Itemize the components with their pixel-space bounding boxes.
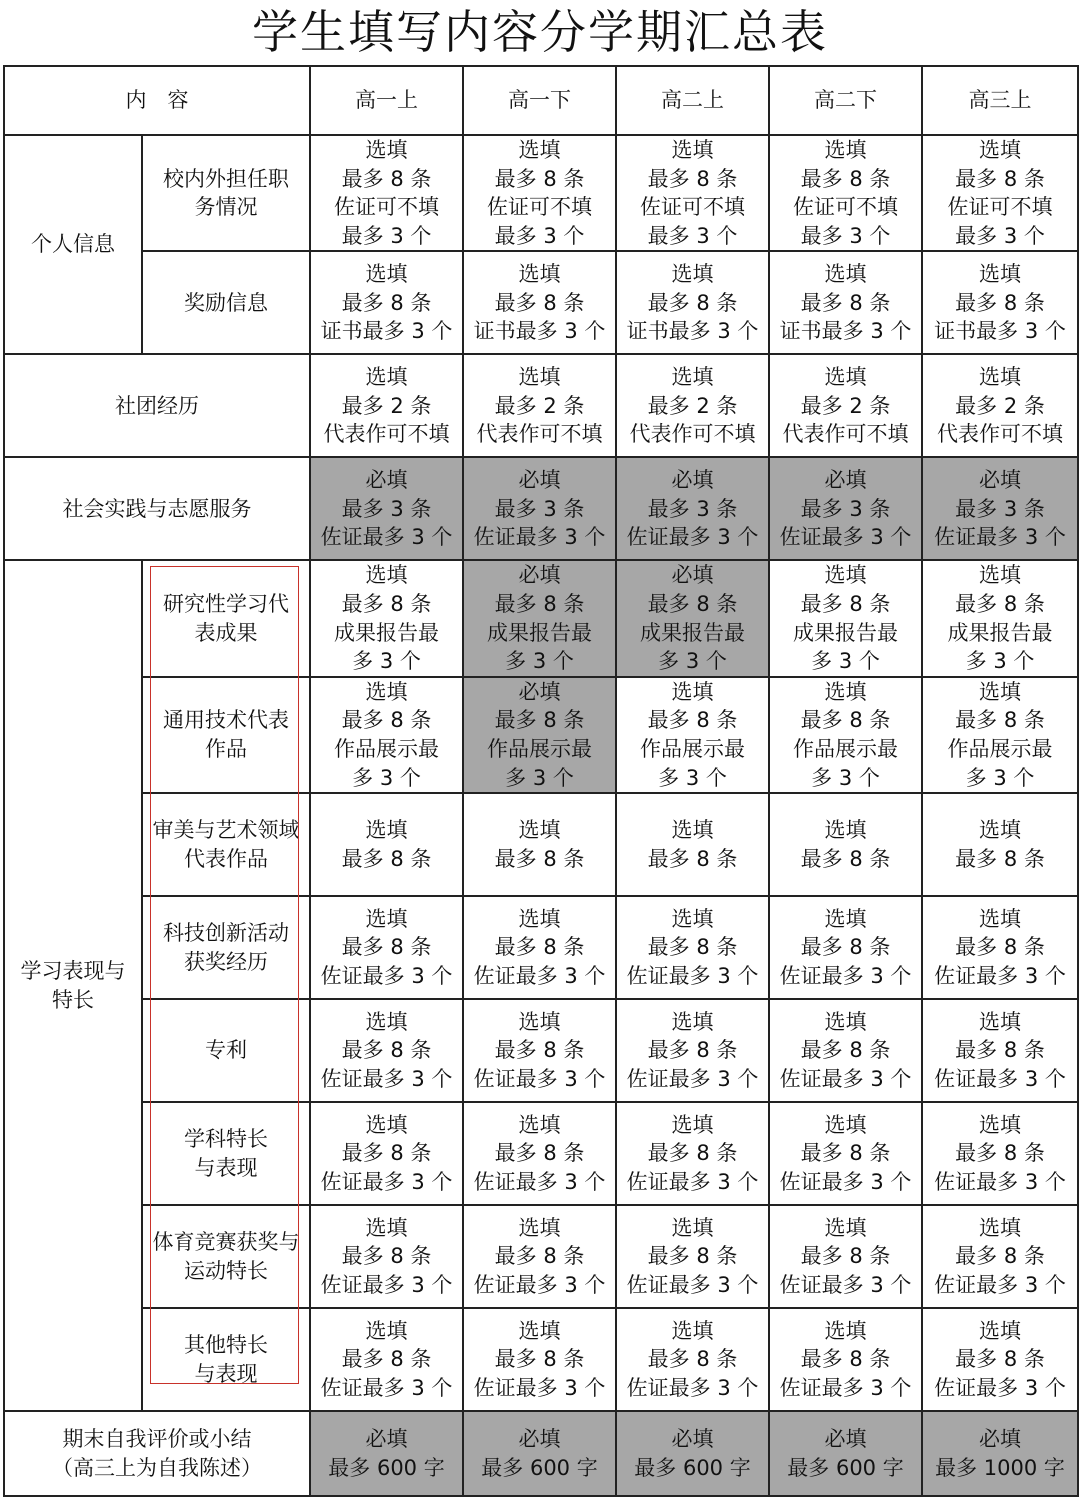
row-label: 社团经历 [4, 354, 310, 457]
table-cell: 选填 最多 2 条 代表作可不填 [616, 354, 769, 457]
row-label: 体育竞赛获奖与 运动特长 [142, 1205, 310, 1308]
summary-table [3, 65, 1079, 1497]
table-cell: 选填 最多 8 条 [769, 793, 922, 896]
table-row [4, 1102, 1078, 1205]
table-row [4, 135, 1078, 251]
table-cell: 必填 最多 600 字 [463, 1411, 616, 1496]
table-cell: 选填 最多 8 条 佐证最多 3 个 [310, 1102, 463, 1205]
table-cell: 选填 最多 8 条 作品展示最 多 3 个 [310, 677, 463, 793]
table-cell: 选填 最多 8 条 成果报告最 多 3 个 [922, 560, 1078, 676]
table-cell: 选填 最多 8 条 [310, 793, 463, 896]
row-label: 学科特长 与表现 [142, 1102, 310, 1205]
table-cell: 必填 最多 8 条 成果报告最 多 3 个 [616, 560, 769, 676]
table-cell: 选填 最多 8 条 [922, 793, 1078, 896]
row-label: 期末自我评价或小结 （高三上为自我陈述） [4, 1411, 310, 1496]
table-cell: 选填 最多 8 条 佐证最多 3 个 [463, 999, 616, 1102]
table-cell: 选填 最多 8 条 作品展示最 多 3 个 [769, 677, 922, 793]
table-cell: 选填 最多 8 条 佐证最多 3 个 [922, 1205, 1078, 1308]
table-row [4, 354, 1078, 457]
table-cell: 必填 最多 3 条 佐证最多 3 个 [463, 457, 616, 560]
row-label: 专利 [142, 999, 310, 1102]
row-label: 科技创新活动 获奖经历 [142, 896, 310, 999]
table-cell: 选填 最多 8 条 佐证最多 3 个 [463, 896, 616, 999]
table-cell: 选填 最多 8 条 佐证最多 3 个 [616, 999, 769, 1102]
header-term: 高一下 [463, 66, 616, 135]
table-cell: 必填 最多 8 条 成果报告最 多 3 个 [463, 560, 616, 676]
table-cell: 选填 最多 2 条 代表作可不填 [769, 354, 922, 457]
table-cell: 选填 最多 8 条 证书最多 3 个 [922, 251, 1078, 354]
table-cell: 选填 最多 8 条 佐证最多 3 个 [922, 999, 1078, 1102]
table-cell: 选填 最多 8 条 佐证最多 3 个 [463, 1308, 616, 1411]
header-content: 内 容 [4, 66, 310, 135]
table-cell: 选填 最多 8 条 佐证可不填 最多 3 个 [922, 135, 1078, 251]
table-cell: 选填 最多 8 条 [616, 793, 769, 896]
table-cell: 必填 最多 600 字 [616, 1411, 769, 1496]
table-cell: 选填 最多 8 条 作品展示最 多 3 个 [922, 677, 1078, 793]
table-cell: 必填 最多 3 条 佐证最多 3 个 [922, 457, 1078, 560]
row-label: 其他特长 与表现 [142, 1308, 310, 1411]
table-cell: 必填 最多 3 条 佐证最多 3 个 [616, 457, 769, 560]
table-cell: 选填 最多 8 条 证书最多 3 个 [616, 251, 769, 354]
table-cell: 必填 最多 8 条 作品展示最 多 3 个 [463, 677, 616, 793]
header-term: 高二下 [769, 66, 922, 135]
table-row [4, 457, 1078, 560]
table-cell: 选填 最多 8 条 证书最多 3 个 [310, 251, 463, 354]
table-cell: 选填 最多 8 条 佐证最多 3 个 [922, 1308, 1078, 1411]
page-title: 学生填写内容分学期汇总表 [252, 5, 828, 59]
table-cell: 选填 最多 8 条 [463, 793, 616, 896]
table-row [4, 677, 1078, 793]
table-cell: 选填 最多 8 条 佐证最多 3 个 [616, 1102, 769, 1205]
row-label: 校内外担任职 务情况 [142, 135, 310, 251]
table-cell: 选填 最多 8 条 佐证最多 3 个 [769, 999, 922, 1102]
table-cell: 选填 最多 8 条 佐证最多 3 个 [922, 1102, 1078, 1205]
table-row [4, 1205, 1078, 1308]
table-cell: 选填 最多 8 条 佐证可不填 最多 3 个 [463, 135, 616, 251]
row-label: 奖励信息 [142, 251, 310, 354]
table-cell: 选填 最多 8 条 成果报告最 多 3 个 [310, 560, 463, 676]
table-cell: 选填 最多 8 条 证书最多 3 个 [463, 251, 616, 354]
table-row [4, 896, 1078, 999]
table-cell: 选填 最多 2 条 代表作可不填 [922, 354, 1078, 457]
header-term: 高二上 [616, 66, 769, 135]
table-cell: 选填 最多 8 条 佐证最多 3 个 [463, 1205, 616, 1308]
table-row [4, 560, 1078, 676]
table-cell: 选填 最多 8 条 成果报告最 多 3 个 [769, 560, 922, 676]
table-cell: 选填 最多 8 条 佐证最多 3 个 [310, 1205, 463, 1308]
table-cell: 选填 最多 8 条 证书最多 3 个 [769, 251, 922, 354]
table-cell: 选填 最多 2 条 代表作可不填 [310, 354, 463, 457]
table-row [4, 999, 1078, 1102]
table-cell: 选填 最多 8 条 佐证可不填 最多 3 个 [310, 135, 463, 251]
table-cell: 选填 最多 8 条 佐证最多 3 个 [310, 896, 463, 999]
row-label: 社会实践与志愿服务 [4, 457, 310, 560]
table-cell: 必填 最多 1000 字 [922, 1411, 1078, 1496]
table-row [4, 1411, 1078, 1496]
table-cell: 选填 最多 2 条 代表作可不填 [463, 354, 616, 457]
table-cell: 必填 最多 3 条 佐证最多 3 个 [310, 457, 463, 560]
table-cell: 选填 最多 8 条 佐证可不填 最多 3 个 [769, 135, 922, 251]
table-cell: 选填 最多 8 条 佐证最多 3 个 [769, 896, 922, 999]
row-label: 研究性学习代 表成果 [142, 560, 310, 676]
table-cell: 选填 最多 8 条 佐证最多 3 个 [769, 1308, 922, 1411]
table-cell: 选填 最多 8 条 佐证最多 3 个 [310, 1308, 463, 1411]
header-term: 高一上 [310, 66, 463, 135]
header-row [4, 66, 1078, 135]
table-cell: 必填 最多 3 条 佐证最多 3 个 [769, 457, 922, 560]
table-cell: 选填 最多 8 条 佐证最多 3 个 [769, 1205, 922, 1308]
table-cell: 选填 最多 8 条 佐证可不填 最多 3 个 [616, 135, 769, 251]
table-row [4, 251, 1078, 354]
table-cell: 选填 最多 8 条 佐证最多 3 个 [616, 1308, 769, 1411]
table-cell: 选填 最多 8 条 作品展示最 多 3 个 [616, 677, 769, 793]
table-cell: 必填 最多 600 字 [769, 1411, 922, 1496]
table-cell: 选填 最多 8 条 佐证最多 3 个 [922, 896, 1078, 999]
group-label-learning: 学习表现与 特长 [4, 560, 142, 1411]
table-cell: 选填 最多 8 条 佐证最多 3 个 [310, 999, 463, 1102]
table-cell: 选填 最多 8 条 佐证最多 3 个 [769, 1102, 922, 1205]
table-cell: 选填 最多 8 条 佐证最多 3 个 [616, 896, 769, 999]
row-label: 审美与艺术领域 代表作品 [142, 793, 310, 896]
table-cell: 选填 最多 8 条 佐证最多 3 个 [463, 1102, 616, 1205]
row-label: 通用技术代表 作品 [142, 677, 310, 793]
table-row [4, 1308, 1078, 1411]
table-cell: 必填 最多 600 字 [310, 1411, 463, 1496]
table-row [4, 793, 1078, 896]
table-cell: 选填 最多 8 条 佐证最多 3 个 [616, 1205, 769, 1308]
header-term: 高三上 [922, 66, 1078, 135]
group-label-personal: 个人信息 [4, 135, 142, 354]
